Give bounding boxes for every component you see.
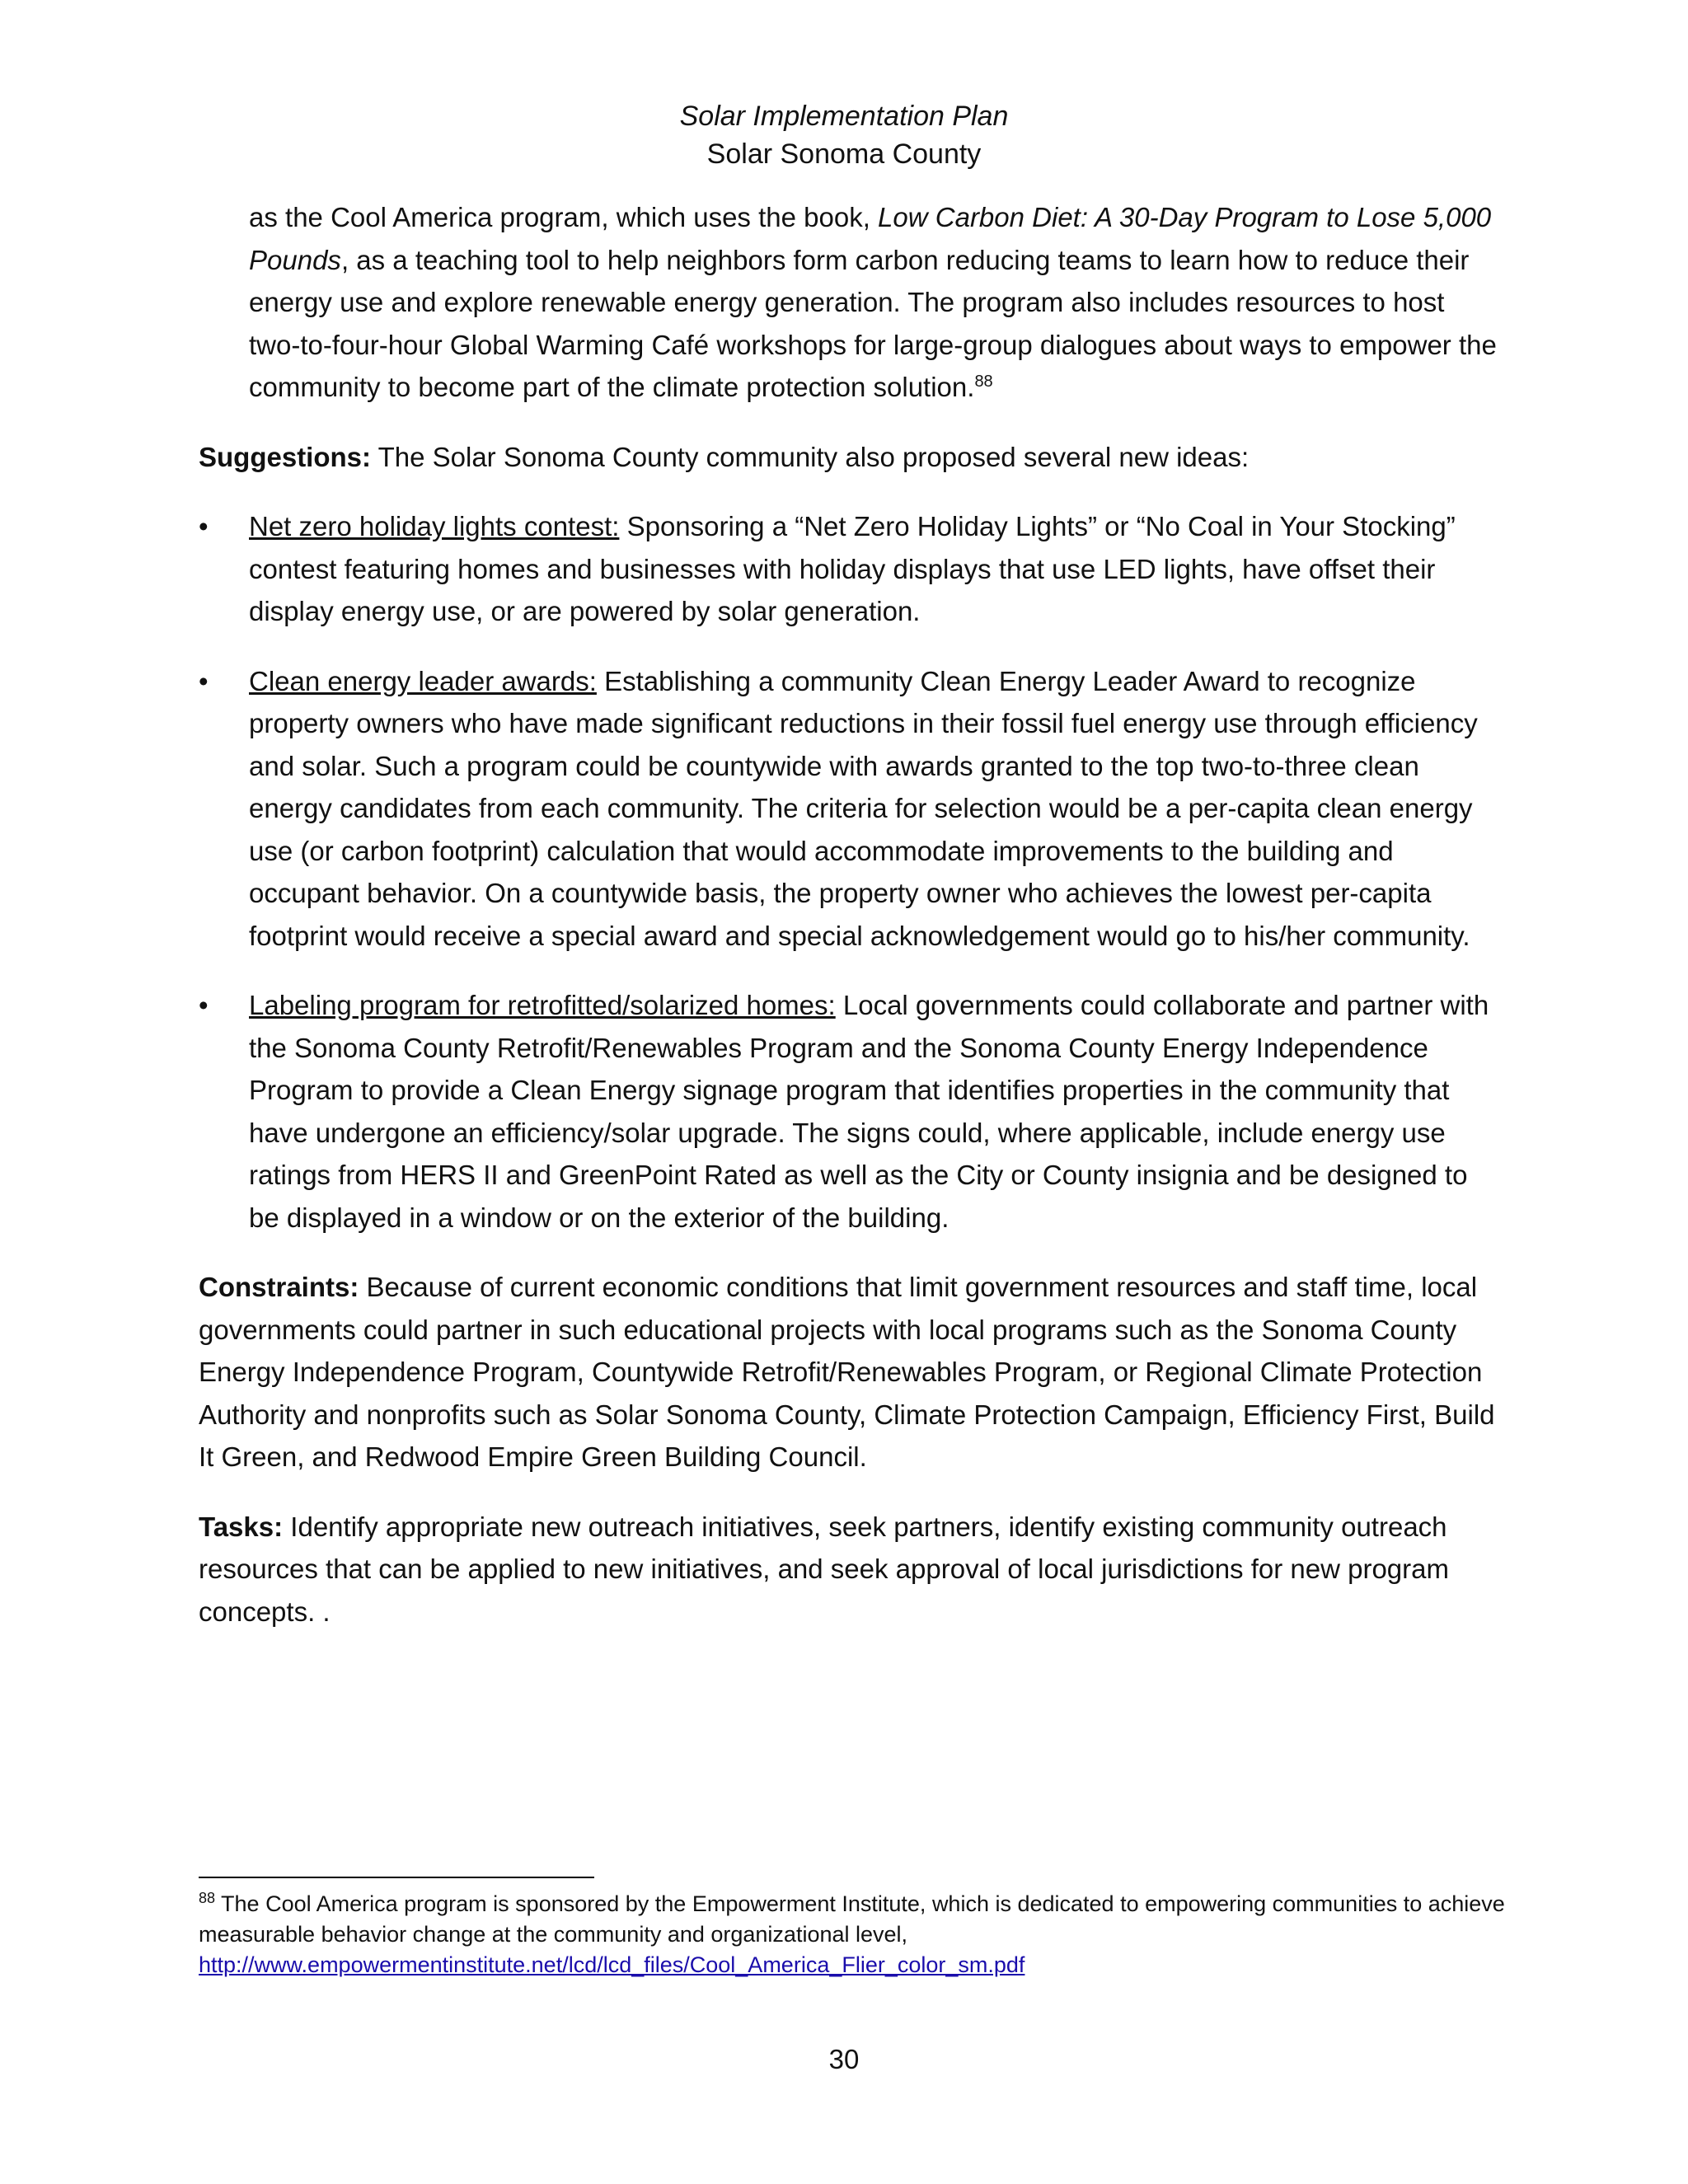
- constraints-text: Because of current economic conditions that limit government resources and staff time, local governments could partner in such educational projects with local programs such as the Sonoma County Energy Independence Program, Countywide Retrofit/Renewables Program, or Regional Climate Protection Authority and nonprofits such as Solar Sonoma County, Climate Protection Campaign, Efficiency First, Build It Green, and Redwood Empire Green Building Council.: [199, 1272, 1495, 1472]
- footnote-divider: [199, 1877, 594, 1878]
- bullet-text: Local governments could collaborate and partner with the Sonoma County Retrofit/Renewables Program and the Sonoma County Energy Independence Program to provide a Clean Energy signage program that identifies properties in the community that have undergone an efficiency/solar upgrade. The signs could, where applicable, include energy use ratings from HERS II and GreenPoint Rated as well as the City or County insignia and be designed to be displayed in a window or on the exterior of the building.: [249, 990, 1489, 1233]
- footnote-mark: 88: [199, 1890, 216, 1906]
- constraints-label: Constraints:: [199, 1272, 359, 1302]
- bullet-icon: •: [199, 665, 209, 696]
- page-header: [0, 97, 1688, 173]
- bullet-lead: Labeling program for retrofitted/solarized homes:: [249, 990, 836, 1020]
- document-title: Solar Implementation Plan: [679, 101, 1009, 132]
- tasks-text: Identify appropriate new outreach initiatives, seek partners, identify existing community outreach resources that can be applied to new initiatives, and seek approval of local jurisdictions for new program concepts. .: [199, 1511, 1449, 1627]
- bullet-item-labeling-program: [199, 984, 1501, 1239]
- bullet-lead: Clean energy leader awards:: [249, 665, 597, 696]
- footnote-link[interactable]: http://www.empowermentinstitute.net/lcd/lcd_files/Cool_America_Flier_color_sm.pdf: [199, 1952, 1025, 1977]
- bullet-icon: •: [199, 511, 209, 541]
- bullet-lead: Net zero holiday lights contest:: [249, 511, 620, 541]
- document-subtitle: Solar Sonoma County: [706, 138, 982, 170]
- book-title: Low Carbon Diet: A 30-Day Program to Lose 5,000 Pounds: [249, 202, 1492, 275]
- bullet-text: Sponsoring a “Net Zero Holiday Lights” or “No Coal in Your Stocking” contest featuring homes and businesses with holiday displays that use LED lights, have offset their display energy use, or are powered by solar generation.: [249, 511, 1456, 626]
- suggestions-text: The Solar Sonoma County community also proposed several new ideas:: [371, 441, 1250, 472]
- footnote-text: The Cool America program is sponsored by the Empowerment Institute, which is dedicated to empowering communities to achieve measurable behavior change at the community and organizational level,: [199, 1891, 1505, 1947]
- intro-paragraph: [249, 196, 1501, 409]
- bullet-item-net-zero: [199, 505, 1501, 633]
- footnote: [199, 1889, 1517, 1980]
- intro-text-1: as the Cool America program, which uses the book,: [249, 202, 879, 232]
- bullet-icon: •: [199, 990, 209, 1020]
- suggestions-paragraph: [199, 436, 1501, 479]
- bullet-text: Establishing a community Clean Energy Leader Award to recognize property owners who have made significant reductions in their fossil fuel energy use through efficiency and solar. Such a program could be countywide with awards granted to the top two-to-three clean energy candidates from each community. The criteria for selection would be a per-capita clean energy use (or carbon footprint) calculation that would accommodate improvements to the building and occupant behavior. On a countywide basis, the property owner who achieves the lowest per-capita footprint would receive a special award and special acknowledgement would go to his/her community.: [249, 665, 1478, 951]
- bullet-item-clean-energy-awards: [199, 660, 1501, 958]
- page-number: 30: [828, 2044, 860, 2074]
- footnote-reference[interactable]: 88: [974, 373, 993, 391]
- intro-text-2: , as a teaching tool to help neighbors form carbon reducing teams to learn how to reduce their energy use and explore renewable energy generation. The program also includes resources to host two-to-four-hour Global Warming Café workshops for large-group dialogues about ways to empower the community to become part of the climate protection solution.: [249, 244, 1497, 402]
- tasks-paragraph: [199, 1506, 1501, 1633]
- suggestions-label: Suggestions:: [199, 441, 372, 472]
- constraints-paragraph: [199, 1266, 1501, 1479]
- tasks-label: Tasks:: [199, 1511, 284, 1542]
- body-content: [199, 196, 1501, 1660]
